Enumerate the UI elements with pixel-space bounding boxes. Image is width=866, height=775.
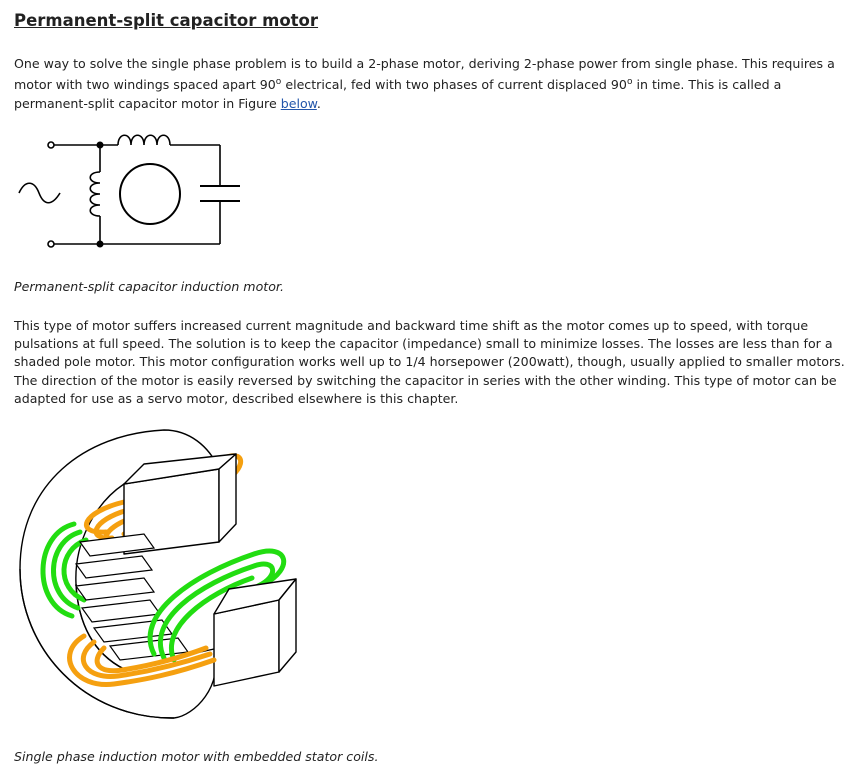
terminal-top xyxy=(48,142,54,148)
body-paragraph: This type of motor suffers increased current magnitude and backward time shift as the motor comes up to speed, with torque pulsations at full speed. The solution is to keep the capacitor (impedance) small to minimize losses. The losses are less than for a shaded pole motor. This motor configuration works well up to 1/4 horsepower (200watt), though, usually applied to smaller motors. The direction of the motor is easily reversed by switching the capacitor in series with the other winding. This type of motor can be adapted for use as a servo motor, described elsewhere is this chapter. xyxy=(14,318,845,406)
ac-source-icon xyxy=(19,183,60,203)
stator-illustration xyxy=(14,424,304,724)
capacitor-icon xyxy=(200,186,240,201)
figure-link[interactable]: below xyxy=(280,95,317,111)
circuit-diagram xyxy=(10,130,250,255)
motor-rotor-icon xyxy=(120,164,180,224)
intro-paragraph: One way to solve the single phase problem is to build a 2-phase motor, deriving 2-phase power from single phase. This requires a motor with two windings spaced apart 90$^o$ electrical, fed with two phases of current displaced 90$^o$ in time. This is called a permanent-split capacitor motor in Figure below. xyxy=(14,56,835,111)
figure1-caption: Permanent-split capacitor induction motor. xyxy=(14,279,284,294)
terminal-bottom xyxy=(48,241,54,247)
inductor-icon xyxy=(90,172,100,216)
figure2-caption: Single phase induction motor with embedded stator coils. xyxy=(14,749,379,764)
section-title: Permanent-split capacitor motor xyxy=(14,11,319,30)
inductor-icon xyxy=(118,135,170,145)
